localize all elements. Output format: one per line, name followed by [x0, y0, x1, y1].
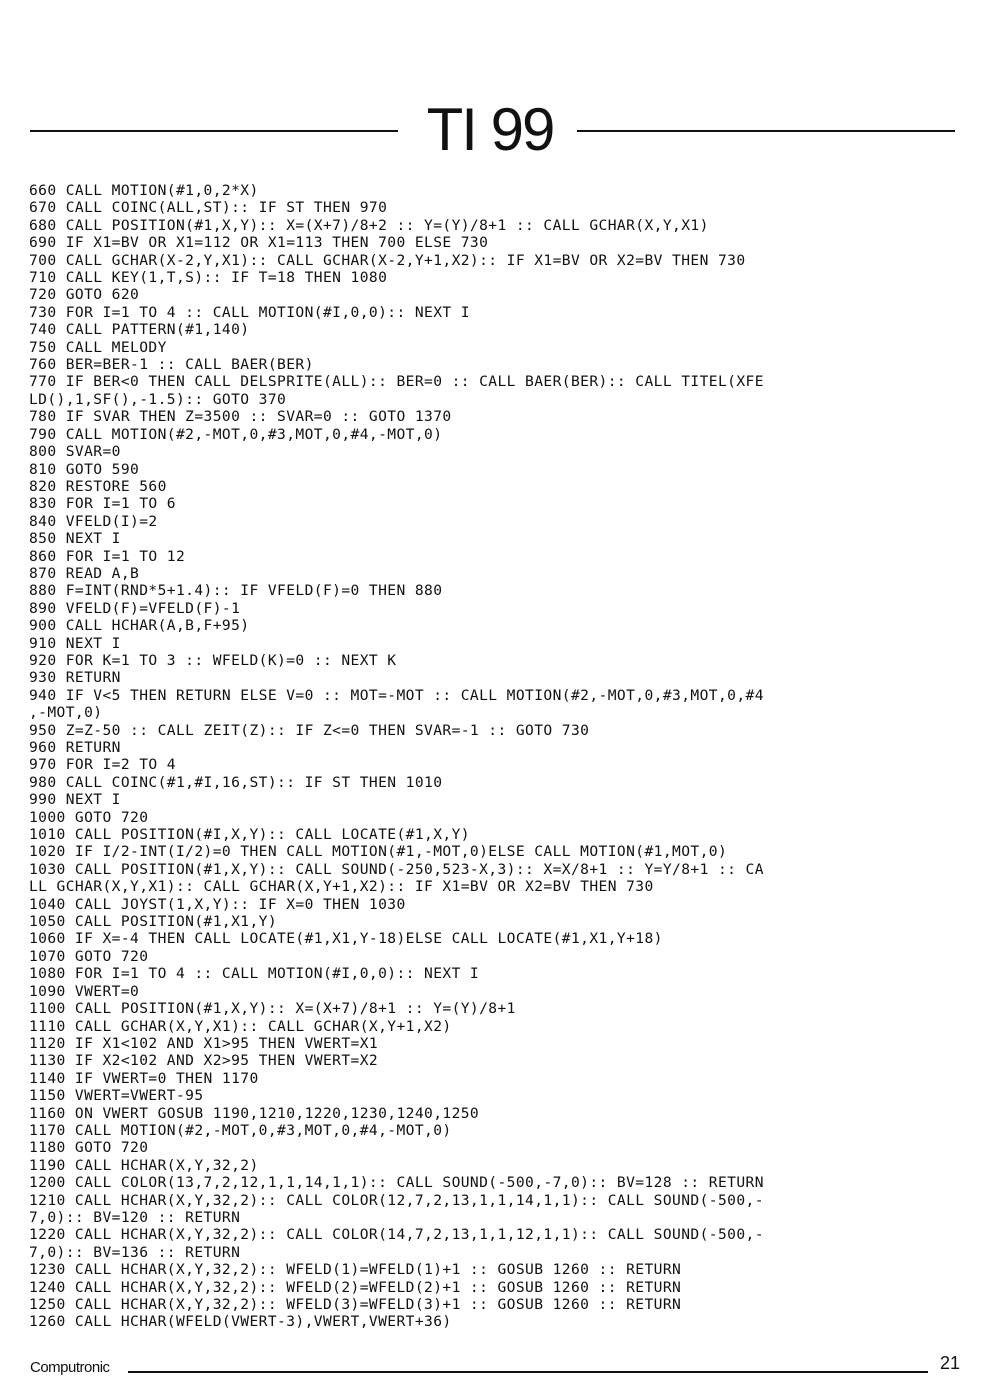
code-line: 930 RETURN	[29, 669, 121, 687]
code-line: 900 CALL HCHAR(A,B,F+95)	[29, 617, 250, 635]
code-line: 980 CALL COINC(#1,#I,16,ST):: IF ST THEN 1010	[29, 773, 443, 791]
code-line: 920 FOR K=1 TO 3 :: WFELD(K)=0 :: NEXT K	[29, 651, 397, 669]
page-title: TI 99	[426, 96, 554, 163]
code-line: 710 CALL KEY(1,T,S):: IF T=18 THEN 1080	[29, 269, 388, 287]
code-line: 950 Z=Z-50 :: CALL ZEIT(Z):: IF Z<=0 THEN SVAR=-1 :: GOTO 730	[29, 721, 590, 739]
code-line: 1070 GOTO 720	[29, 947, 149, 965]
code-line: LL GCHAR(X,Y,X1):: CALL GCHAR(X,Y+1,X2):: IF X1=BV OR X2=BV THEN 730	[29, 878, 654, 896]
code-line: 660 CALL MOTION(#1,0,2*X)	[29, 182, 259, 199]
code-line: 1010 CALL POSITION(#I,X,Y):: CALL LOCATE(#1,X,Y)	[29, 826, 470, 844]
page-number: 21	[939, 1353, 960, 1373]
code-line: 1200 CALL COLOR(13,7,2,12,1,1,14,1,1):: CALL SOUND(-500,-7,0):: BV=128 :: RETURN	[29, 1174, 764, 1192]
code-line: 730 FOR I=1 TO 4 :: CALL MOTION(#I,0,0):: NEXT I	[29, 303, 470, 321]
code-line: 670 CALL COINC(ALL,ST):: IF ST THEN 970	[29, 199, 388, 217]
code-line: 830 FOR I=1 TO 6	[29, 495, 176, 513]
code-line: 680 CALL POSITION(#1,X,Y):: X=(X+7)/8+2 :: Y=(Y)/8+1 :: CALL GCHAR(X,Y,X1)	[29, 216, 709, 234]
code-line: 1220 CALL HCHAR(X,Y,32,2):: CALL COLOR(14,7,2,13,1,1,12,1,1):: CALL SOUND(-500,-	[29, 1226, 764, 1244]
code-line: ,-MOT,0)	[29, 704, 103, 722]
code-line: 720 GOTO 620	[29, 286, 140, 304]
code-line: 790 CALL MOTION(#2,-MOT,0,#3,MOT,0,#4,-MOT,0)	[29, 425, 443, 443]
code-line: 860 FOR I=1 TO 12	[29, 547, 186, 565]
code-line: 1020 IF I/2-INT(I/2)=0 THEN CALL MOTION(#1,-MOT,0)ELSE CALL MOTION(#1,MOT,0)	[29, 843, 728, 861]
code-line: 910 NEXT I	[29, 634, 121, 652]
code-line: 760 BER=BER-1 :: CALL BAER(BER)	[29, 356, 314, 374]
footer-rule	[128, 1371, 928, 1373]
code-line: 1150 VWERT=VWERT-95	[29, 1087, 204, 1105]
code-line: 1140 IF VWERT=0 THEN 1170	[29, 1069, 259, 1087]
code-line: 1130 IF X2<102 AND X2>95 THEN VWERT=X2	[29, 1052, 379, 1070]
code-line: 1230 CALL HCHAR(X,Y,32,2):: WFELD(1)=WFELD(1)+1 :: GOSUB 1260 :: RETURN	[29, 1261, 682, 1279]
page-header	[0, 95, 989, 165]
code-line: 880 F=INT(RND*5+1.4):: IF VFELD(F)=0 THEN 880	[29, 582, 443, 600]
code-line: 1170 CALL MOTION(#2,-MOT,0,#3,MOT,0,#4,-MOT,0)	[29, 1121, 452, 1139]
code-line: 800 SVAR=0	[29, 443, 121, 461]
code-line: 750 CALL MELODY	[29, 338, 167, 356]
code-line: 1040 CALL JOYST(1,X,Y):: IF X=0 THEN 1030	[29, 895, 406, 913]
page-footer	[30, 1353, 960, 1383]
code-line: 850 NEXT I	[29, 530, 121, 548]
code-line: 820 RESTORE 560	[29, 477, 167, 495]
header-rule-right	[577, 130, 955, 132]
code-line: 1090 VWERT=0	[29, 982, 140, 1000]
code-line: LD(),1,SF(),-1.5):: GOTO 370	[29, 390, 287, 408]
code-line: 890 VFELD(F)=VFELD(F)-1	[29, 599, 241, 617]
code-line: 1050 CALL POSITION(#1,X1,Y)	[29, 913, 278, 931]
code-line: 7,0):: BV=120 :: RETURN	[29, 1208, 241, 1226]
code-line: 1240 CALL HCHAR(X,Y,32,2):: WFELD(2)=WFELD(2)+1 :: GOSUB 1260 :: RETURN	[29, 1278, 682, 1296]
code-line: 1000 GOTO 720	[29, 808, 149, 826]
code-line: 1110 CALL GCHAR(X,Y,X1):: CALL GCHAR(X,Y+1,X2)	[29, 1017, 452, 1035]
code-line: 7,0):: BV=136 :: RETURN	[29, 1243, 241, 1261]
code-line: 1120 IF X1<102 AND X1>95 THEN VWERT=X1	[29, 1034, 379, 1052]
code-line: 1260 CALL HCHAR(WFELD(VWERT-3),VWERT,VWERT+36)	[29, 1313, 452, 1331]
code-line: 1080 FOR I=1 TO 4 :: CALL MOTION(#I,0,0):: NEXT I	[29, 965, 480, 983]
code-line: 700 CALL GCHAR(X-2,Y,X1):: CALL GCHAR(X-2,Y+1,X2):: IF X1=BV OR X2=BV THEN 730	[29, 251, 746, 269]
code-line: 780 IF SVAR THEN Z=3500 :: SVAR=0 :: GOTO 1370	[29, 408, 452, 426]
header-rule-left	[30, 130, 398, 132]
code-line: 770 IF BER<0 THEN CALL DELSPRITE(ALL):: BER=0 :: CALL BAER(BER):: CALL TITEL(XFE	[29, 373, 764, 391]
code-line: 1100 CALL POSITION(#1,X,Y):: X=(X+7)/8+1 :: Y=(Y)/8+1	[29, 1000, 516, 1018]
footer-brand: Computronic	[30, 1359, 110, 1376]
code-line: 960 RETURN	[29, 739, 121, 756]
code-line: 690 IF X1=BV OR X1=112 OR X1=113 THEN 700 ELSE 730	[29, 234, 489, 252]
code-line: 1030 CALL POSITION(#1,X,Y):: CALL SOUND(-250,523-X,3):: X=X/8+1 :: Y=Y/8+1 :: CA	[29, 860, 764, 878]
code-line: 870 READ A,B	[29, 564, 140, 582]
code-line: 1060 IF X=-4 THEN CALL LOCATE(#1,X1,Y-18)ELSE CALL LOCATE(#1,X1,Y+18)	[29, 930, 663, 948]
code-line: 1190 CALL HCHAR(X,Y,32,2)	[29, 1156, 259, 1174]
code-line: 1180 GOTO 720	[29, 1139, 149, 1157]
code-line: 970 FOR I=2 TO 4	[29, 756, 176, 774]
code-line: 990 NEXT I	[29, 791, 121, 809]
code-line: 940 IF V<5 THEN RETURN ELSE V=0 :: MOT=-MOT :: CALL MOTION(#2,-MOT,0,#3,MOT,0,#4	[29, 686, 764, 704]
code-line: 1210 CALL HCHAR(X,Y,32,2):: CALL COLOR(12,7,2,13,1,1,14,1,1):: CALL SOUND(-500,-	[29, 1191, 764, 1209]
code-line: 810 GOTO 590	[29, 460, 140, 478]
code-line: 1250 CALL HCHAR(X,Y,32,2):: WFELD(3)=WFELD(3)+1 :: GOSUB 1260 :: RETURN	[29, 1296, 682, 1313]
code-line: 740 CALL PATTERN(#1,140)	[29, 321, 250, 339]
code-line: 1160 ON VWERT GOSUB 1190,1210,1220,1230,1240,1250	[29, 1104, 480, 1122]
basic-code-listing	[29, 182, 969, 1331]
code-line: 840 VFELD(I)=2	[29, 512, 158, 530]
